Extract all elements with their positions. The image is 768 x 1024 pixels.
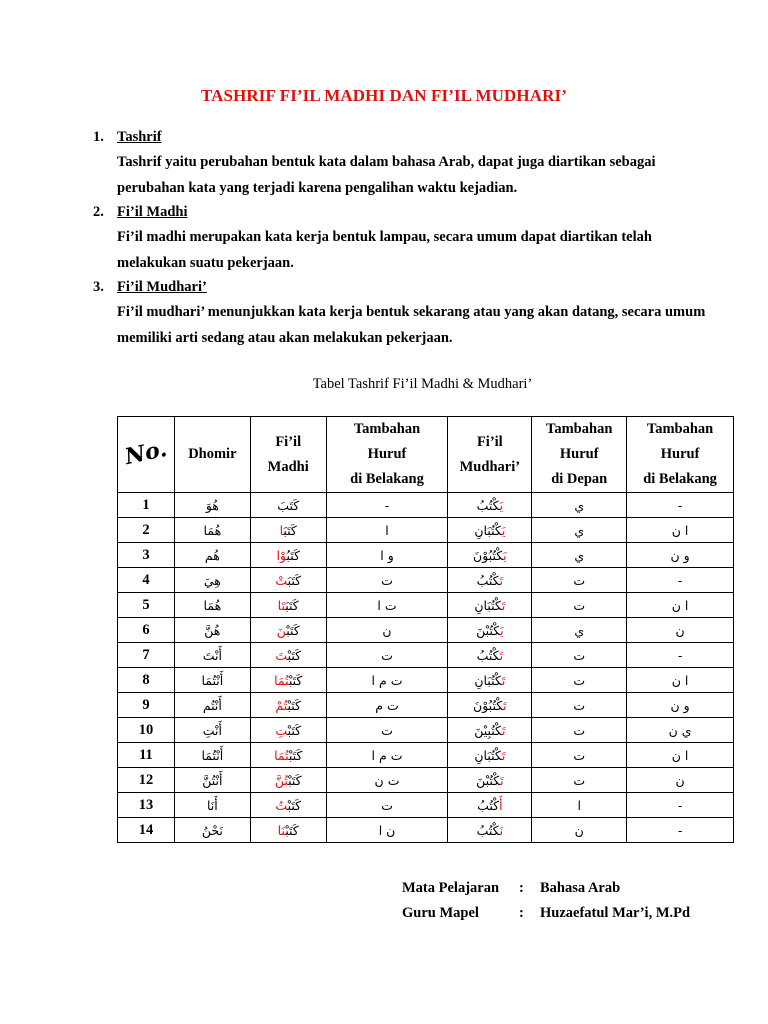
madhi-base: كَتَبْ xyxy=(286,622,300,638)
section-heading xyxy=(93,124,713,150)
row-number: 14 xyxy=(118,818,175,843)
table-row xyxy=(118,543,734,568)
mudhari-suffix-cell: - xyxy=(627,818,734,843)
row-number: 11 xyxy=(118,743,175,768)
table-row xyxy=(118,793,734,818)
footer-info xyxy=(402,876,690,926)
row-number: 13 xyxy=(118,793,175,818)
mudhari-rest: كْتُبُ xyxy=(477,797,500,813)
fiil-mudhari-cell xyxy=(448,793,532,818)
section-number: 1. xyxy=(93,129,104,145)
mudhari-suffix-cell: ا ن xyxy=(627,518,734,543)
mudhari-prefix-char: تَ xyxy=(499,572,504,588)
dhomir-cell: أَنْتَ xyxy=(174,643,250,668)
mudhari-rest: كْتُبُ xyxy=(476,647,500,663)
madhi-suffix-cell: - xyxy=(326,493,448,518)
document-title: TASHRIF FI’IL MADHI DAN FI’IL MUDHARI’ xyxy=(200,86,567,105)
madhi-suffix-cell: ت م xyxy=(326,693,448,718)
mudhari-rest: كْتُبُوْنَ xyxy=(473,697,504,713)
madhi-suffix-cell: ت ا xyxy=(326,593,448,618)
madhi-base: كَتَبْ xyxy=(288,747,303,763)
dhomir-cell: هُنَّ xyxy=(174,618,250,643)
mudhari-suffix-cell: ي ن xyxy=(627,718,734,743)
row-number: 8 xyxy=(118,668,175,693)
madhi-base: كَتَبْ xyxy=(287,647,302,663)
fiil-madhi-cell xyxy=(250,768,326,793)
table-row xyxy=(118,493,734,518)
dhomir-cell: هُم xyxy=(174,543,250,568)
fiil-mudhari-cell xyxy=(448,818,532,843)
mudhari-rest: كْتُبَانِ xyxy=(474,597,502,613)
fiil-madhi-cell xyxy=(250,543,326,568)
table-row xyxy=(118,718,734,743)
fiil-mudhari-cell xyxy=(448,543,532,568)
header-dhomir: Dhomir xyxy=(174,417,250,493)
row-number: 2 xyxy=(118,518,175,543)
mudhari-rest: كْتُبُ xyxy=(476,497,500,513)
header-mudhari-suffix: Tambahan Huruf di Belakang xyxy=(627,417,734,493)
madhi-base: كَتَبْ xyxy=(287,722,302,738)
row-number: 1 xyxy=(118,493,175,518)
madhi-base: كَتَبْ xyxy=(288,772,302,788)
fiil-mudhari-cell xyxy=(448,768,532,793)
madhi-base: كَتَبْ xyxy=(288,672,303,688)
fiil-mudhari-cell xyxy=(448,618,532,643)
mudhari-rest: كْتُبَانِ xyxy=(474,747,502,763)
fiil-madhi-cell xyxy=(250,518,326,543)
mudhari-suffix-cell: ن xyxy=(627,768,734,793)
row-number: 5 xyxy=(118,593,175,618)
madhi-ending: تْ xyxy=(275,572,288,588)
section-fiil-madhi xyxy=(93,199,713,276)
table-header-row xyxy=(118,417,734,493)
mudhari-prefix-char: تَ xyxy=(501,672,506,688)
mudhari-rest: كْتُبَانِ xyxy=(474,672,502,688)
mudhari-prefix-cell: ت xyxy=(532,593,627,618)
mudhari-prefix-cell: ي xyxy=(532,493,627,518)
table-caption: Tabel Tashrif Fi’il Madhi & Mudhari’ xyxy=(312,376,533,392)
fiil-madhi-cell xyxy=(250,568,326,593)
fiil-mudhari-cell xyxy=(448,718,532,743)
tashrif-table xyxy=(117,416,734,843)
row-number: 10 xyxy=(118,718,175,743)
mudhari-prefix-char: يَ xyxy=(501,522,506,538)
dhomir-cell: أَنْتُنَّ xyxy=(174,768,250,793)
mudhari-prefix-cell: ن xyxy=(532,818,627,843)
madhi-ending: تُمْ xyxy=(275,697,288,713)
mudhari-prefix-cell: ت xyxy=(532,668,627,693)
fiil-mudhari-cell xyxy=(448,493,532,518)
dhomir-cell: نَحْنُ xyxy=(174,818,250,843)
madhi-suffix-cell: ت xyxy=(326,793,448,818)
mudhari-prefix-cell: ي xyxy=(532,543,627,568)
section-heading xyxy=(93,274,713,300)
dhomir-cell: هُمَا xyxy=(174,593,250,618)
fiil-madhi-cell xyxy=(250,718,326,743)
section-heading xyxy=(93,199,713,225)
fiil-madhi-cell xyxy=(250,643,326,668)
madhi-base: كَتَبَ xyxy=(287,572,302,588)
mudhari-suffix-cell: - xyxy=(627,568,734,593)
section-title: Fi’il Mudhari’ xyxy=(117,279,207,295)
separator: : xyxy=(519,905,524,921)
table-row xyxy=(118,568,734,593)
mudhari-rest: كْتُبُوْنَ xyxy=(473,547,504,563)
section-number: 2. xyxy=(93,204,104,220)
mudhari-prefix-cell: ي xyxy=(532,618,627,643)
section-title: Fi’il Madhi xyxy=(117,204,188,220)
dhomir-cell: هُوَ xyxy=(174,493,250,518)
madhi-ending: نَ xyxy=(276,622,287,638)
header-madhi-suffix: Tambahan Huruf di Belakang xyxy=(326,417,448,493)
madhi-base: كَتَبْ xyxy=(287,797,302,813)
section-tashrif xyxy=(93,124,713,201)
mudhari-prefix-cell: ا xyxy=(532,793,627,818)
mudhari-prefix-cell: ت xyxy=(532,768,627,793)
madhi-suffix-cell: ن xyxy=(326,618,448,643)
madhi-ending: تُمَا xyxy=(274,747,289,763)
madhi-suffix-cell: ت xyxy=(326,718,448,743)
header-fiil-madhi: Fi’il Madhi xyxy=(250,417,326,493)
mudhari-prefix-char: يَ xyxy=(500,622,504,638)
mudhari-suffix-cell: و ن xyxy=(627,693,734,718)
table-row xyxy=(118,743,734,768)
no-header-glyph: No. xyxy=(122,435,170,470)
dhomir-cell: أَنْتِ xyxy=(174,718,250,743)
madhi-suffix-cell: ن ا xyxy=(326,818,448,843)
fiil-madhi-cell xyxy=(250,693,326,718)
mudhari-prefix-char: تَ xyxy=(501,747,506,763)
subject-label: Mata Pelajaran xyxy=(402,880,500,896)
dhomir-cell: هُمَا xyxy=(174,518,250,543)
mudhari-suffix-cell: - xyxy=(627,643,734,668)
mudhari-prefix-char: تَ xyxy=(501,722,506,738)
mudhari-suffix-cell: ا ن xyxy=(627,668,734,693)
row-number: 6 xyxy=(118,618,175,643)
mudhari-rest: كْتُبْنَ xyxy=(476,622,501,638)
madhi-ending: تُمَا xyxy=(274,672,289,688)
fiil-mudhari-cell xyxy=(448,518,532,543)
fiil-mudhari-cell xyxy=(448,693,532,718)
fiil-mudhari-cell xyxy=(448,568,532,593)
row-number: 3 xyxy=(118,543,175,568)
table-row xyxy=(118,643,734,668)
mudhari-suffix-cell: ا ن xyxy=(627,743,734,768)
fiil-mudhari-cell xyxy=(448,593,532,618)
madhi-ending: تَ xyxy=(275,647,288,663)
mudhari-suffix-cell: و ن xyxy=(627,543,734,568)
fiil-mudhari-cell xyxy=(448,743,532,768)
header-mudhari-prefix: Tambahan Huruf di Depan xyxy=(532,417,627,493)
teacher-value: Huzaefatul Mar’i, M.Pd xyxy=(540,905,691,921)
fiil-madhi-cell xyxy=(250,793,326,818)
madhi-ending: نَا xyxy=(277,822,286,838)
footer-row-subject xyxy=(402,876,690,901)
madhi-suffix-cell: ت م ا xyxy=(326,743,448,768)
table-row xyxy=(118,518,734,543)
madhi-ending: وْا xyxy=(276,547,287,563)
madhi-ending: تَا xyxy=(277,597,286,613)
mudhari-rest: كْتُبْنَ xyxy=(476,772,501,788)
dhomir-cell: أَنْتُمَا xyxy=(174,668,250,693)
madhi-base: كَتَبَ xyxy=(277,497,300,513)
mudhari-rest: كْتُبِيْنَ xyxy=(474,722,502,738)
row-number: 4 xyxy=(118,568,175,593)
mudhari-prefix-cell: ت xyxy=(532,718,627,743)
table-body xyxy=(118,493,734,843)
mudhari-prefix-char: نَ xyxy=(499,822,504,838)
teacher-label: Guru Mapel xyxy=(402,905,479,921)
madhi-suffix-cell: ت م ا xyxy=(326,668,448,693)
mudhari-prefix-char: تَ xyxy=(501,597,506,613)
dhomir-cell: أَنْتُمَا xyxy=(174,743,250,768)
section-fiil-mudhari xyxy=(93,274,713,351)
section-number: 3. xyxy=(93,279,104,295)
mudhari-prefix-char: تَ xyxy=(503,697,507,713)
mudhari-suffix-cell: ن xyxy=(627,618,734,643)
mudhari-prefix-char: يَ xyxy=(503,547,507,563)
mudhari-prefix-cell: ت xyxy=(532,643,627,668)
table-row xyxy=(118,593,734,618)
madhi-base: كَتَبْ xyxy=(285,822,299,838)
mudhari-suffix-cell: - xyxy=(627,793,734,818)
fiil-madhi-cell xyxy=(250,493,326,518)
mudhari-prefix-char: تَ xyxy=(499,647,504,663)
header-no xyxy=(118,417,175,493)
fiil-madhi-cell xyxy=(250,618,326,643)
row-number: 7 xyxy=(118,643,175,668)
table-row xyxy=(118,818,734,843)
fiil-madhi-cell xyxy=(250,668,326,693)
section-body: Tashrif yaitu perubahan bentuk kata dalam bahasa Arab, dapat juga diartikan sebagai perubahan kata yang terjadi karena pengalihan waktu kejadian. xyxy=(117,154,656,196)
dhomir-cell: أَنْتُم xyxy=(174,693,250,718)
fiil-mudhari-cell xyxy=(448,643,532,668)
section-title: Tashrif xyxy=(117,129,162,145)
header-fiil-mudhari: Fi’il Mudhari’ xyxy=(448,417,532,493)
fiil-mudhari-cell xyxy=(448,668,532,693)
table-row xyxy=(118,768,734,793)
madhi-base: كَتَبَ xyxy=(283,522,297,538)
madhi-ending: تُ xyxy=(275,797,288,813)
separator: : xyxy=(519,880,524,896)
subject-value: Bahasa Arab xyxy=(540,880,621,896)
madhi-suffix-cell: ا xyxy=(326,518,448,543)
madhi-base: كَتَبَ xyxy=(285,597,299,613)
mudhari-prefix-char: يَ xyxy=(499,497,504,513)
section-body: Fi’il mudhari’ menunjukkan kata kerja bentuk sekarang atau yang akan datang, secara umum memiliki arti sedang atau akan melakukan pekerjaan. xyxy=(117,304,706,346)
fiil-madhi-cell xyxy=(250,593,326,618)
fiil-madhi-cell xyxy=(250,743,326,768)
mudhari-suffix-cell: - xyxy=(627,493,734,518)
madhi-suffix-cell: ت xyxy=(326,568,448,593)
madhi-ending: ا xyxy=(279,522,284,538)
fiil-madhi-cell xyxy=(250,818,326,843)
mudhari-suffix-cell: ا ن xyxy=(627,593,734,618)
footer-row-teacher xyxy=(402,901,690,926)
dhomir-cell: هِيَ xyxy=(174,568,250,593)
mudhari-rest: كْتُبُ xyxy=(476,822,500,838)
row-number: 12 xyxy=(118,768,175,793)
madhi-ending: تُنَّ xyxy=(274,772,289,788)
table-row xyxy=(118,618,734,643)
dhomir-cell: أَنَا xyxy=(174,793,250,818)
madhi-suffix-cell: ت xyxy=(326,643,448,668)
mudhari-rest: كْتُبَانِ xyxy=(474,522,502,538)
mudhari-prefix-cell: ي xyxy=(532,518,627,543)
madhi-suffix-cell: ت ن xyxy=(326,768,448,793)
mudhari-prefix-cell: ت xyxy=(532,693,627,718)
row-number: 9 xyxy=(118,693,175,718)
mudhari-prefix-cell: ت xyxy=(532,743,627,768)
table-row xyxy=(118,693,734,718)
table-row xyxy=(118,668,734,693)
mudhari-prefix-char: تَ xyxy=(500,772,504,788)
madhi-base: كَتَبْ xyxy=(287,697,302,713)
mudhari-rest: كْتُبُ xyxy=(476,572,500,588)
madhi-base: كَتَبُ xyxy=(286,547,300,563)
madhi-ending: تِ xyxy=(275,722,288,738)
mudhari-prefix-cell: ت xyxy=(532,568,627,593)
mudhari-prefix-char: أَ xyxy=(499,797,503,813)
madhi-suffix-cell: و ا xyxy=(326,543,448,568)
section-body: Fi’il madhi merupakan kata kerja bentuk lampau, secara umum dapat diartikan telah melakukan suatu pekerjaan. xyxy=(117,229,652,271)
